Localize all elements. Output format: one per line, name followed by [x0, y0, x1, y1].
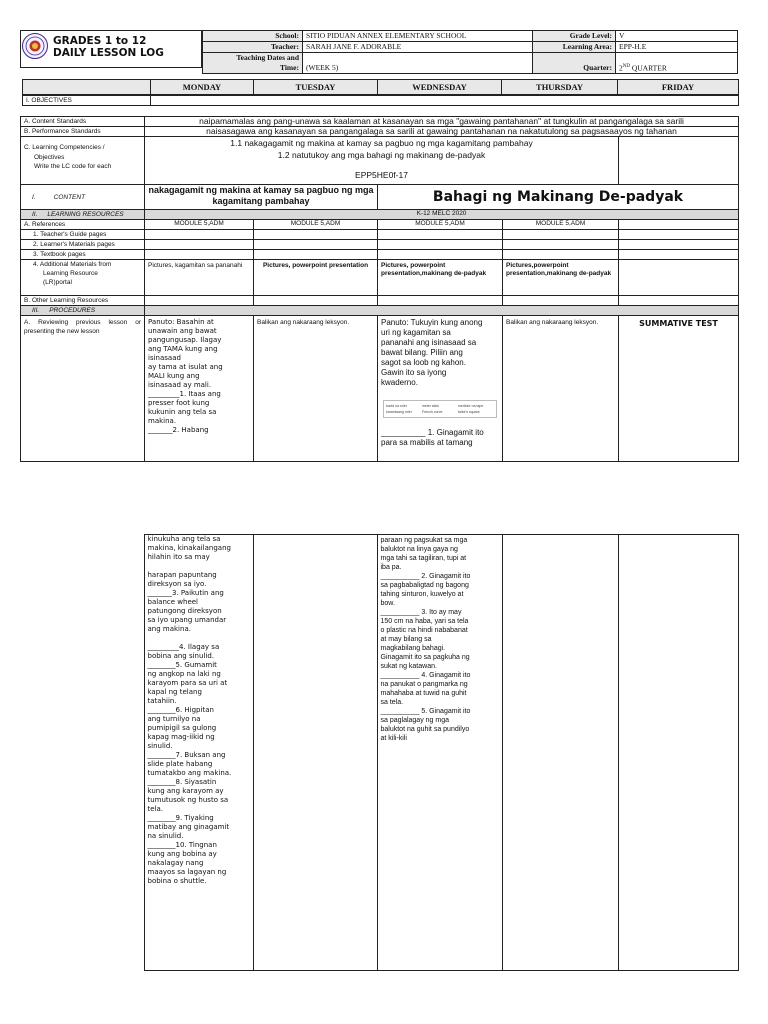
learning-area-label: Learning Area:	[533, 42, 616, 53]
objectives-content	[151, 96, 739, 106]
module-monday: MODULE 5,ADM	[145, 220, 254, 230]
lm-fri	[619, 240, 739, 250]
content-standards-text: naipamamalas ang pang-unawa sa kaalaman at kasanayan sa mga "gawaing pantahanan" at tungkulin at pangangalaga sa sarili	[145, 117, 739, 127]
day-monday: MONDAY	[151, 80, 254, 95]
other-fri	[619, 296, 739, 306]
references-label: A. References	[21, 220, 145, 230]
other-mon	[145, 296, 254, 306]
choice-1: tuwid na ruler	[386, 404, 408, 408]
teaching-dates-label-line1: Teaching Dates and	[236, 53, 299, 62]
tg-thu	[503, 230, 619, 240]
melc-text: K-12 MELC 2020	[145, 210, 739, 220]
choice-5: French curve	[422, 410, 443, 414]
choice-6: tailor's square	[458, 410, 480, 414]
tg-fri	[619, 230, 739, 240]
additional-wednesday: Pictures, powerpoint presentation,makinang de-padyak	[378, 260, 503, 296]
grade-level-label: Grade Level:	[533, 31, 616, 42]
tg-pages-label: 1. Teacher's Guide pages	[21, 230, 145, 240]
other-resources-label: B. Other Learning Resources	[21, 296, 145, 306]
choice-3: medidor na tape	[458, 404, 484, 408]
lm-thu	[503, 240, 619, 250]
lm-mon	[145, 240, 254, 250]
review-label: A. Reviewing previous lesson or presenting the new lesson	[21, 316, 145, 462]
day-header-blank	[23, 80, 151, 95]
tb-fri	[619, 250, 739, 260]
tb-mon	[145, 250, 254, 260]
continuation-table	[20, 534, 739, 971]
procedures-bar	[145, 306, 739, 316]
tuesday-review: Balikan ang nakaraang leksyon.	[254, 316, 378, 462]
tg-tue	[254, 230, 378, 240]
content-label-num: I.	[32, 193, 36, 201]
procedures-label-text: PROCEDURES	[49, 307, 96, 314]
additional-materials-line2: Learning Resource	[43, 270, 98, 277]
lm-wed	[378, 240, 503, 250]
lesson-log-table	[20, 116, 739, 462]
content-standards-label: A. Content Standards	[21, 117, 145, 127]
additional-materials-line1: 4. Additional Materials from	[33, 261, 112, 268]
competencies-friday	[619, 137, 739, 185]
performance-standards-label: B. Performance Standards	[21, 127, 145, 137]
tb-thu	[503, 250, 619, 260]
content-label	[21, 185, 145, 210]
objectives-row	[22, 95, 739, 106]
continuation-label	[20, 535, 144, 971]
lc-code: EPP5HE0f-17	[355, 170, 408, 180]
day-tuesday: TUESDAY	[254, 80, 378, 95]
wednesday-item1: __________ 1. Ginagamit ito para sa mabilis at tamang	[381, 428, 484, 447]
wednesday-procedure-part2: paraan ng pagsukat sa mga baluktot na linya gaya ng mga tahi sa tagiliran, tupi at iba pa. __________ 2. Ginagamit ito sa pagbabaligtad ng bagong tahing sinturon, kuwelyo at bow. __________ 3. Ito ay may 150 cm na haba, yari sa tela o plastic na hindi nababanat at may bilang sa magkabilang bahagi. Ginagamit ito sa pagkuha ng sukat ng katawan. __________ 4. Ginagamit ito na panukat o pangmarka ng mahahaba at tuwid na guhit sa tela. __________ 5. Ginagamit ito sa paglalagay ng mga baluktot na guhit sa pundilyo at kili-kili	[377, 535, 502, 971]
lm-tue	[254, 240, 378, 250]
quarter-number: 2	[619, 63, 623, 72]
content-wed-fri: Bahagi ng Makinang De-padyak	[378, 185, 739, 210]
competencies-label-line1: C. Learning Competencies /	[24, 144, 105, 151]
tb-tue	[254, 250, 378, 260]
content-label-text: CONTENT	[53, 193, 86, 201]
friday-continuation	[618, 535, 738, 971]
day-friday: FRIDAY	[618, 80, 739, 95]
competencies-label	[21, 137, 145, 185]
tg-mon	[145, 230, 254, 240]
module-wednesday: MODULE 5,ADM	[378, 220, 503, 230]
competencies-label-line3: Write the LC code for each	[34, 163, 112, 170]
competencies-label-line2: Objectives	[34, 153, 65, 161]
monday-procedure-part1: Panuto: Basahin at unawain ang bawat pangungusap. Ilagay ang TAMA kung ang isinasaad ay tama at isulat ang MALI kung ang isinasaad ay mali. _________1. Itaas ang presser foot kung kukunin ang tela sa makina. _______2. Habang	[145, 316, 254, 462]
day-wednesday: WEDNESDAY	[378, 80, 502, 95]
day-thursday: THURSDAY	[502, 80, 618, 95]
teacher-value: SARAH JANE F. ADORABLE	[303, 42, 533, 53]
wednesday-instructions: Panuto: Tukuyin kung anong uri ng kagamitan sa pananahi ang isinasaad sa bawat bilang. Piliin ang sagot sa loob ng kahon. Gawin ito sa iyong kwaderno.	[381, 318, 483, 387]
choice-2: meter stick	[422, 404, 439, 408]
competencies-text	[145, 137, 619, 185]
additional-friday	[619, 260, 739, 296]
teaching-dates-value: (WEEK 5)	[303, 53, 533, 74]
procedures-label-num: III.	[32, 307, 40, 314]
quarter-suffix: ND	[622, 63, 630, 69]
friday-summative-test: SUMMATIVE TEST	[619, 316, 739, 462]
resources-label-num: II.	[32, 211, 38, 218]
performance-standards-text: naisasagawa ang kasanayan sa pangangalaga sa sarili at gawaing pantahanan na nakatutulong sa pagsasaayos ng tahanan	[145, 127, 739, 137]
wednesday-procedure-part1	[378, 316, 503, 462]
competency-1: 1.1 nakagagamit ng makina at kamay sa pagbuo ng mga kagamitang pambahay	[230, 138, 533, 148]
teacher-label: Teacher:	[203, 42, 303, 53]
teaching-dates-label	[203, 53, 303, 74]
additional-materials-label	[21, 260, 145, 296]
tuesday-continuation	[253, 535, 377, 971]
choices-box	[383, 400, 497, 418]
monday-procedure-part2: kinukuha ang tela sa makina, kinakailangang hilahin ito sa may harapan papuntang direksyon sa iyo. _______3. Paikutin ang balance wheel patungong direksyon sa iyo upang umandar ang makina. _________4. Ilagay sa bobina ang sinulid. ________5. Gumamit ng angkop na laki ng karayom para sa uri at kapal ng telang tatahiin. ________6. Higpitan ang turnilyo na pumipigil sa gulong kapag mag-iikid ng sinulid. ________7. Buksan ang slide plate habang tumatakbo ang makina. ________8. Siyasatin kung ang karayom ay tumutusok ng husto sa tela. ________9. Tiyaking matibay ang ginagamit na sinulid. ________10. Tingnan kung ang bobina ay nakalagay nang maayos sa lagayan ng bobina o shuttle.	[144, 535, 253, 971]
school-value: SITIO PIDUAN ANNEX ELEMENTARY SCHOOL	[303, 31, 533, 42]
log-title-line1: GRADES 1 to 12	[53, 35, 147, 47]
quarter-word: QUARTER	[631, 63, 667, 72]
competency-2: 1.2 natutukoy ang mga bahagi ng makinang de-padyak	[277, 150, 486, 160]
thursday-continuation	[502, 535, 618, 971]
thursday-review: Balikan ang nakaraang leksyon.	[503, 316, 619, 462]
module-friday	[619, 220, 739, 230]
additional-thursday: Pictures,powerpoint presentation,makinang de-padyak	[503, 260, 619, 296]
teaching-dates-label-line2: Time:	[279, 63, 299, 72]
objectives-label: I. OBJECTIVES	[23, 96, 151, 106]
module-tuesday: MODULE 5,ADM	[254, 220, 378, 230]
learning-area-value: EPP-H.E	[616, 42, 738, 53]
content-mon-tue: nakagagamit ng makina at kamay sa pagbuo ng mga kagamitang pambahay	[145, 185, 378, 210]
tg-wed	[378, 230, 503, 240]
choice-4: karaniwang ruler	[386, 410, 412, 414]
title-box	[20, 30, 202, 68]
grade-level-value: V	[616, 31, 738, 42]
quarter-label: Quarter:	[533, 53, 616, 74]
log-title-line2: DAILY LESSON LOG	[53, 47, 164, 59]
other-thu	[503, 296, 619, 306]
resources-label	[21, 210, 145, 220]
lm-pages-label: 2. Learner's Materials pages	[21, 240, 145, 250]
quarter-value	[616, 53, 738, 74]
tb-wed	[378, 250, 503, 260]
header-info-table	[202, 30, 738, 74]
day-header-table	[22, 79, 739, 95]
resources-label-text: LEARNING RESOURCES	[47, 211, 124, 218]
module-thursday: MODULE 5,ADM	[503, 220, 619, 230]
procedures-label	[21, 306, 145, 316]
other-tue	[254, 296, 378, 306]
textbook-pages-label: 3. Textbook pages	[21, 250, 145, 260]
school-label: School:	[203, 31, 303, 42]
other-wed	[378, 296, 503, 306]
additional-monday: Pictures, kagamitan sa pananahi	[145, 260, 254, 296]
additional-materials-line3: (LR)portal	[43, 279, 72, 286]
additional-tuesday: Pictures, powerpoint presentation	[254, 260, 378, 296]
